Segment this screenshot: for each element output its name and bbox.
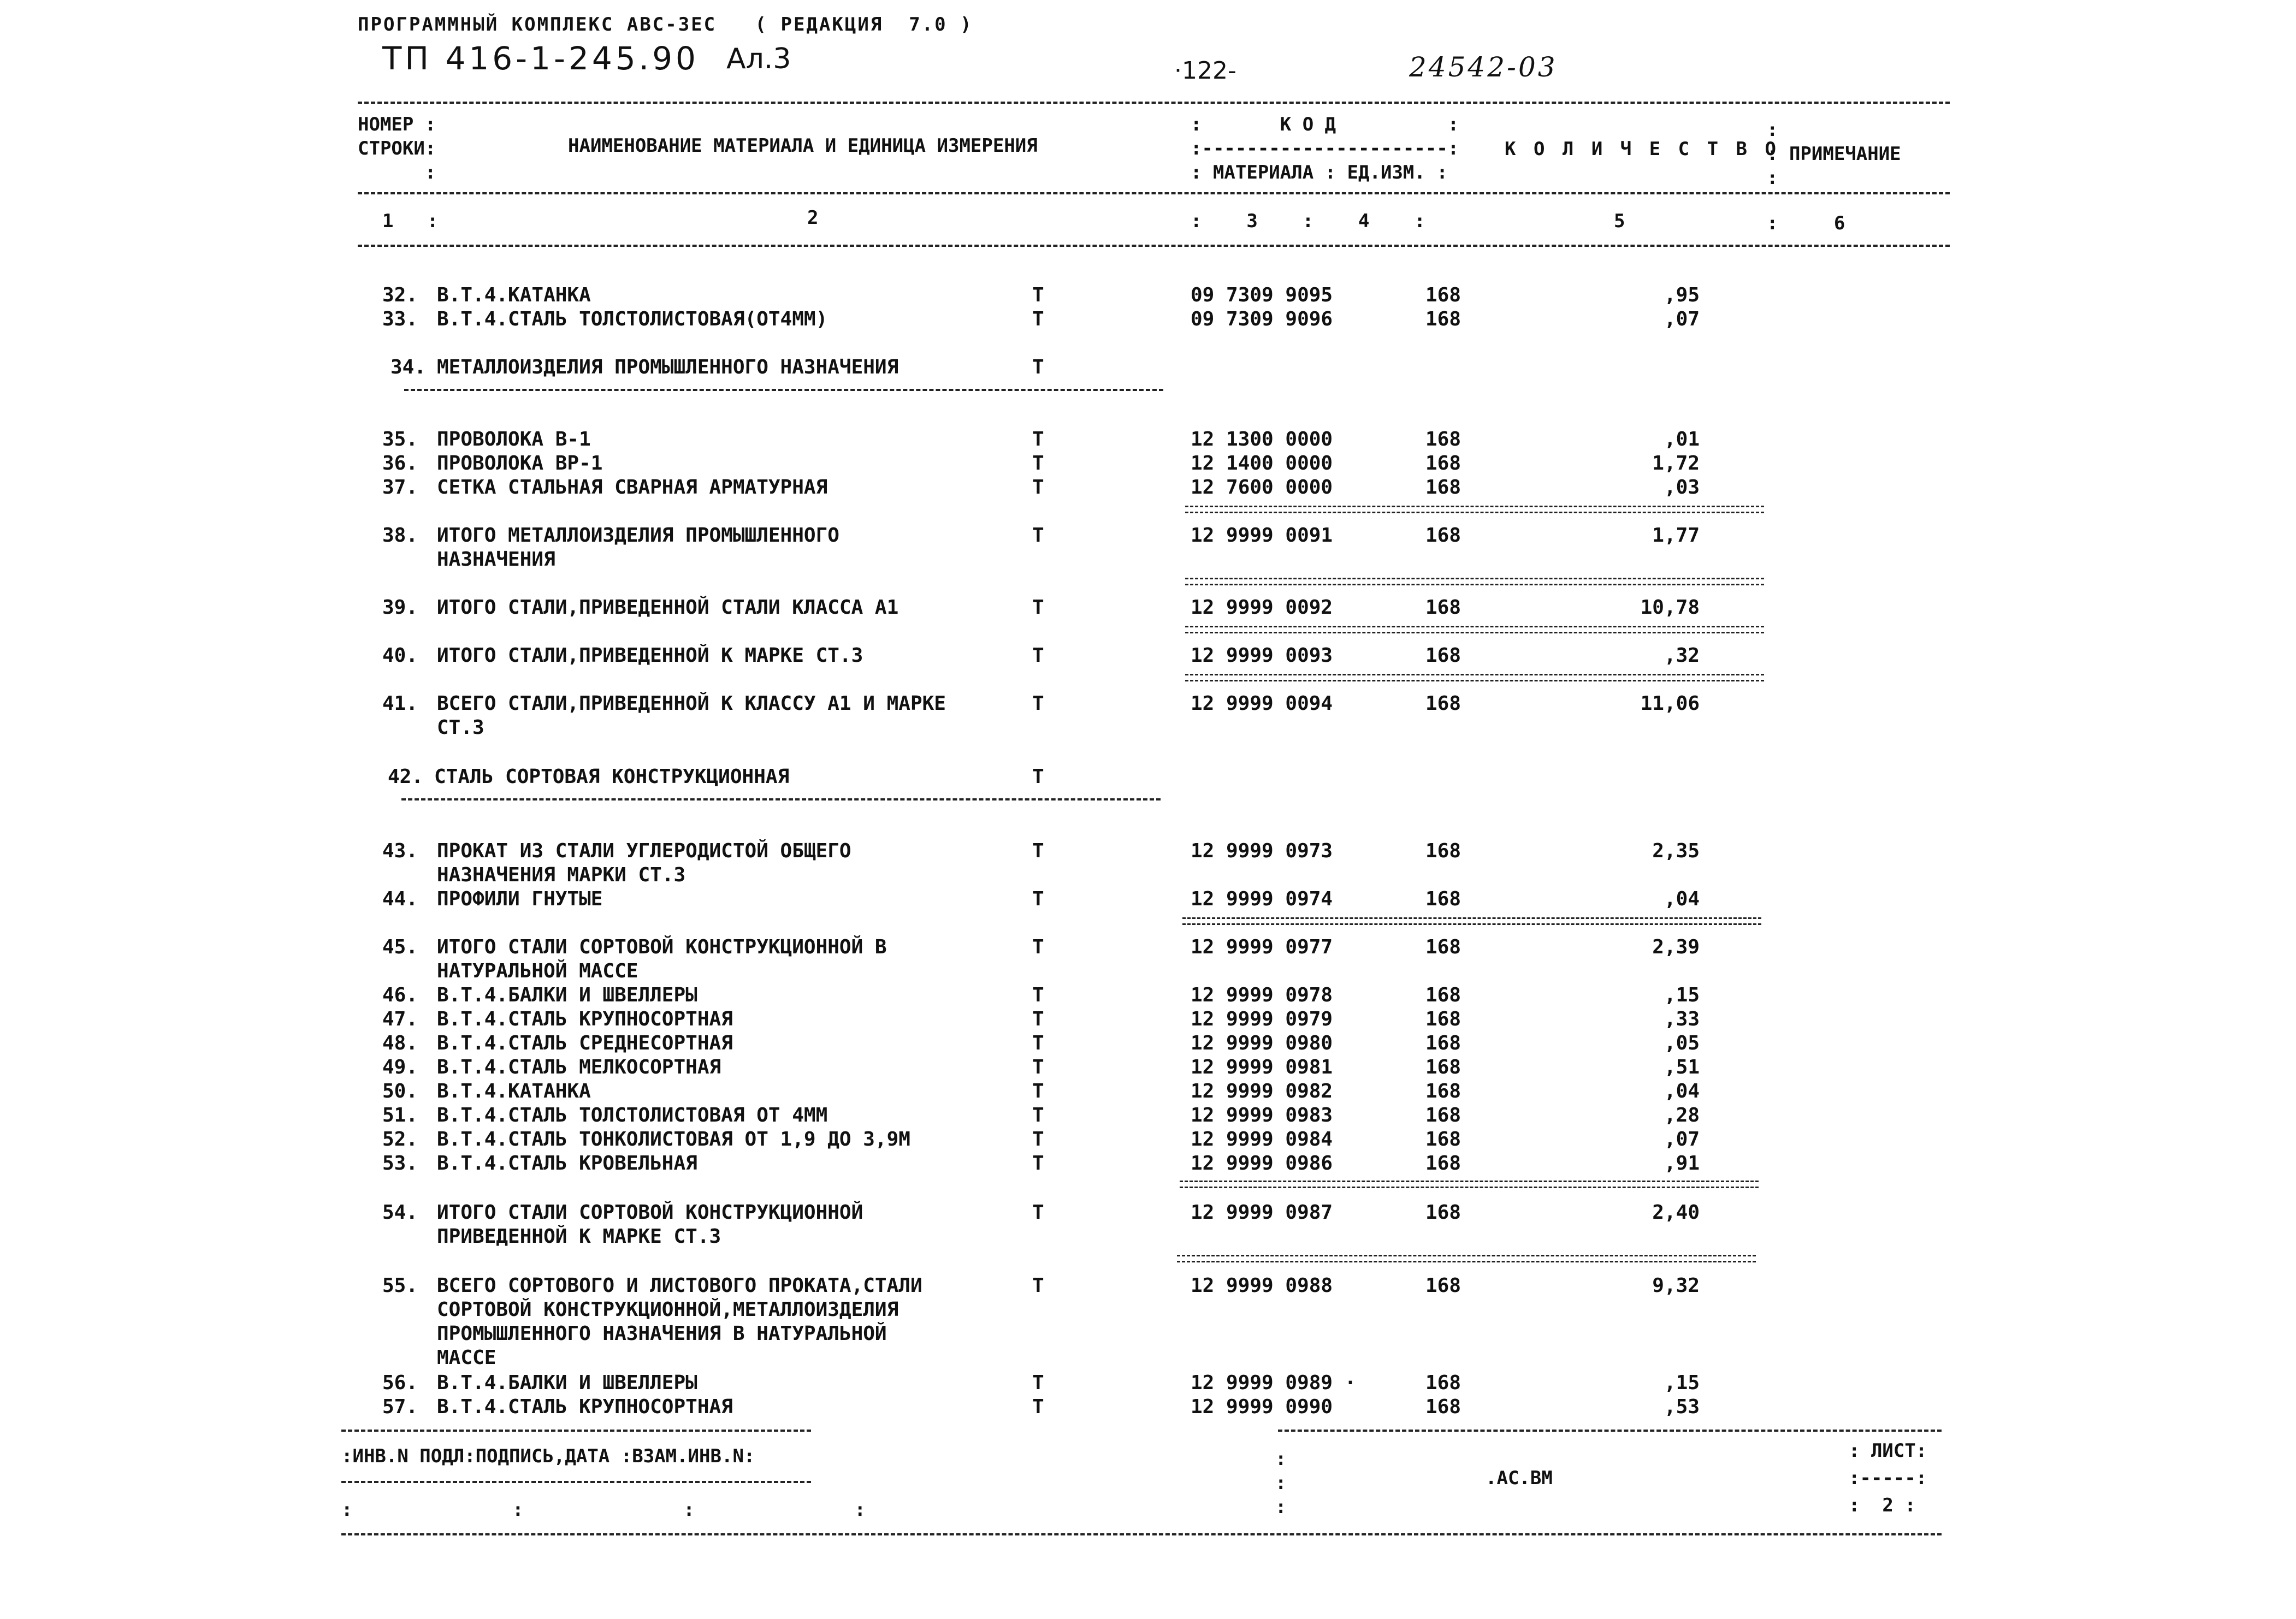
row-unit-code: 168 (1425, 1104, 1461, 1126)
row-quantity: 11,06 (1640, 692, 1700, 715)
row-name-continuation: ПРИВЕДЕННОЙ К МАРКЕ СТ.3 (437, 1225, 721, 1248)
table-row (0, 1080, 2296, 1104)
row-quantity: ,15 (1664, 1372, 1700, 1394)
row-name: В.Т.4.СТАЛЬ ТОНКОЛИСТОВАЯ ОТ 1,9 ДО 3,9М (437, 1128, 910, 1151)
column-number-3-4: : 3 : 4 : (1191, 210, 1425, 232)
row-name: ПРОВОЛОКА В-1 (437, 428, 591, 450)
row-unit: Т (1032, 1128, 1044, 1151)
row-code: 12 9999 0982 (1191, 1080, 1333, 1102)
column-number-6: : 6 (1767, 212, 1845, 234)
row-unit-code: 168 (1425, 452, 1461, 475)
row-number: 49. (382, 1056, 418, 1078)
row-number: 34. (390, 356, 427, 378)
table-row (0, 1056, 2296, 1080)
row-code: 12 1300 0000 (1191, 428, 1333, 450)
sheet-number: : 2 : (1849, 1495, 1916, 1516)
row-quantity: ,33 (1664, 1008, 1700, 1030)
column-name-header: НАИМЕНОВАНИЕ МАТЕРИАЛА И ЕДИНИЦА ИЗМЕРЕНИЯ (568, 135, 1038, 157)
section-heading-row (0, 766, 2296, 790)
row-unit: Т (1032, 1032, 1044, 1054)
row-quantity: 10,78 (1640, 596, 1700, 619)
row-code: 12 9999 0978 (1191, 984, 1333, 1006)
row-unit: Т (1032, 644, 1044, 667)
row-quantity: ,04 (1664, 1080, 1700, 1102)
row-unit: Т (1032, 692, 1044, 715)
table-row (0, 1032, 2296, 1056)
row-quantity: ,95 (1664, 284, 1700, 306)
table-top-rule (358, 102, 1950, 104)
subtotal-rule (1185, 506, 1764, 513)
row-name-continuation: НАЗНАЧЕНИЯ (437, 548, 555, 571)
row-number: 33. (382, 308, 418, 330)
row-number: 35. (382, 428, 418, 450)
total-row (0, 1274, 2296, 1298)
row-unit-code: 168 (1425, 1080, 1461, 1102)
subtotal-row (0, 644, 2296, 668)
row-code: 12 9999 0987 (1191, 1201, 1333, 1224)
row-unit-code: 168 (1425, 840, 1461, 862)
row-name: СТАЛЬ СОРТОВАЯ КОНСТРУКЦИОННАЯ (434, 766, 790, 788)
row-unit-code: 168 (1425, 692, 1461, 715)
row-unit-code: 168 (1425, 1128, 1461, 1151)
row-name: ИТОГО СТАЛИ СОРТОВОЙ КОНСТРУКЦИОННОЙ В (437, 936, 887, 958)
row-code: 12 9999 0979 (1191, 1008, 1333, 1030)
album-number: Ал.3 (726, 43, 791, 75)
table-row (0, 1128, 2296, 1152)
row-quantity: ,53 (1664, 1396, 1700, 1418)
row-code: 12 9999 0094 (1191, 692, 1333, 715)
row-quantity: 1,77 (1652, 524, 1700, 547)
row-number: 52. (382, 1128, 418, 1151)
stamp-cells: : : : : (341, 1499, 870, 1521)
subtotal-rule (1185, 674, 1764, 681)
row-code: 12 9999 0981 (1191, 1056, 1333, 1078)
table-row (0, 308, 2296, 332)
row-unit: Т (1032, 1080, 1044, 1102)
row-unit: Т (1032, 1152, 1044, 1175)
column-row-number: НОМЕР : СТРОКИ: : (358, 114, 436, 183)
subtotal-rule (1180, 1181, 1759, 1188)
row-code: 12 9999 0983 (1191, 1104, 1333, 1126)
row-unit: Т (1032, 766, 1044, 788)
row-number: 45. (382, 936, 418, 958)
row-number: 51. (382, 1104, 418, 1126)
row-name: В.Т.4.СТАЛЬ КРУПНОСОРТНАЯ (437, 1396, 733, 1418)
row-name: ПРОКАТ ИЗ СТАЛИ УГЛЕРОДИСТОЙ ОБЩЕГО (437, 840, 851, 862)
table-row (0, 1008, 2296, 1032)
row-unit: Т (1032, 356, 1044, 378)
row-unit-code: 168 (1425, 308, 1461, 330)
subtotal-rule (1182, 917, 1761, 925)
title-block-colons: : : : (1275, 1448, 1287, 1518)
subtotal-row (0, 1201, 2296, 1225)
row-quantity: ,15 (1664, 984, 1700, 1006)
row-unit-code: 168 (1425, 1396, 1461, 1418)
row-unit-code: 168 (1425, 596, 1461, 619)
row-code: 12 9999 0980 (1191, 1032, 1333, 1054)
row-number: 50. (382, 1080, 418, 1102)
row-unit-code: 168 (1425, 1008, 1461, 1030)
row-unit: Т (1032, 476, 1044, 499)
row-name-continuation: ПРОМЫШЛЕННОГО НАЗНАЧЕНИЯ В НАТУРАЛЬНОЙ (437, 1323, 887, 1345)
subtotal-rule (1177, 1255, 1756, 1262)
row-quantity: ,04 (1664, 888, 1700, 910)
column-code-header: : К О Д : :----------------------: : МАТЕРИАЛА : ЕД.ИЗМ. : (1191, 114, 1459, 183)
row-unit: Т (1032, 936, 1044, 958)
row-unit-code: 168 (1425, 428, 1461, 450)
row-code: 09 7309 9095 (1191, 284, 1333, 306)
row-unit-code: 168 (1425, 936, 1461, 958)
row-name: В.Т.4.СТАЛЬ МЕЛКОСОРТНАЯ (437, 1056, 721, 1078)
table-row (0, 1396, 2296, 1420)
row-name: В.Т.4.СТАЛЬ КРОВЕЛЬНАЯ (437, 1152, 697, 1175)
row-name: В.Т.4.КАТАНКА (437, 284, 591, 306)
section-heading-row (0, 356, 2296, 380)
row-code: 12 1400 0000 (1191, 452, 1333, 475)
row-name: ИТОГО СТАЛИ СОРТОВОЙ КОНСТРУКЦИОННОЙ (437, 1201, 863, 1224)
row-unit-code: 168 (1425, 644, 1461, 667)
row-code: 12 9999 0988 (1191, 1274, 1333, 1297)
table-row (0, 1372, 2296, 1396)
footer-left-top-rule (341, 1430, 811, 1432)
row-name: ИТОГО СТАЛИ,ПРИВЕДЕННОЙ СТАЛИ КЛАССА А1 (437, 596, 899, 619)
row-number: 57. (382, 1396, 418, 1418)
row-quantity: 2,39 (1652, 936, 1700, 958)
page-number: ·122- (1174, 57, 1236, 85)
section-underline (401, 798, 1161, 800)
row-quantity: 2,40 (1652, 1201, 1700, 1224)
row-name: В.Т.4.СТАЛЬ СРЕДНЕСОРТНАЯ (437, 1032, 733, 1054)
row-unit: Т (1032, 888, 1044, 910)
row-code: 12 9999 0984 (1191, 1128, 1333, 1151)
row-code: 12 9999 0986 (1191, 1152, 1333, 1175)
row-number: 32. (382, 284, 418, 306)
row-unit-code: 168 (1425, 524, 1461, 547)
column-number-2: 2 (807, 207, 819, 229)
row-quantity: ,05 (1664, 1032, 1700, 1054)
row-quantity: 1,72 (1652, 452, 1700, 475)
subtotal-row (0, 936, 2296, 960)
document-code: 24542-03 (1409, 51, 1558, 83)
row-unit: Т (1032, 596, 1044, 619)
table-row (0, 452, 2296, 476)
section-underline (404, 389, 1163, 391)
row-unit: Т (1032, 428, 1044, 450)
row-name-continuation: СТ.3 (437, 716, 484, 739)
row-number: 56. (382, 1372, 418, 1394)
table-row (0, 428, 2296, 452)
row-name: В.Т.4.КАТАНКА (437, 1080, 591, 1102)
row-quantity: ,32 (1664, 644, 1700, 667)
row-unit: Т (1032, 840, 1044, 862)
row-number: 36. (382, 452, 418, 475)
row-unit: Т (1032, 1104, 1044, 1126)
row-unit: Т (1032, 984, 1044, 1006)
sheet-label: : ЛИСТ: (1849, 1440, 1927, 1462)
subtotal-rule (1185, 626, 1764, 633)
row-code: 12 7600 0000 (1191, 476, 1333, 499)
row-number: 37. (382, 476, 418, 499)
column-number-1: 1 : (382, 210, 439, 232)
row-name-continuation: СОРТОВОЙ КОНСТРУКЦИОННОЙ,МЕТАЛЛОИЗДЕЛИЯ (437, 1298, 899, 1321)
footer-bottom-rule (341, 1533, 1942, 1535)
row-unit-code: 168 (1425, 1152, 1461, 1175)
total-row (0, 692, 2296, 716)
row-number: 41. (382, 692, 418, 715)
table-row (0, 888, 2296, 912)
column-note-header: : : ПРИМЕЧАНИЕ : (1767, 119, 1901, 189)
row-number: 38. (382, 524, 418, 547)
table-row (0, 1104, 2296, 1128)
subtotal-row (0, 596, 2296, 620)
row-unit-code: 168 (1425, 1056, 1461, 1078)
stamp-mid-rule (341, 1481, 811, 1483)
document-mark: .АС.ВМ (1486, 1467, 1553, 1489)
row-name-continuation: НАТУРАЛЬНОЙ МАССЕ (437, 960, 638, 982)
row-name: МЕТАЛЛОИЗДЕЛИЯ ПРОМЫШЛЕННОГО НАЗНАЧЕНИЯ (437, 356, 899, 378)
row-unit-code: 168 (1425, 1032, 1461, 1054)
row-code: 12 9999 0989 · (1191, 1372, 1357, 1394)
program-header: ПРОГРАММНЫЙ КОМПЛЕКС АВС-ЗЕС ( РЕДАКЦИЯ 7.0 ) (358, 14, 973, 35)
row-number: 40. (382, 644, 418, 667)
row-code: 09 7309 9096 (1191, 308, 1333, 330)
row-name: ВСЕГО СОРТОВОГО И ЛИСТОВОГО ПРОКАТА,СТАЛИ (437, 1274, 922, 1297)
row-name-continuation: НАЗНАЧЕНИЯ МАРКИ СТ.3 (437, 864, 686, 886)
row-unit-code: 168 (1425, 1274, 1461, 1297)
row-code: 12 9999 0973 (1191, 840, 1333, 862)
row-name: В.Т.4.БАЛКИ И ШВЕЛЛЕРЫ (437, 1372, 697, 1394)
row-name: ПРОВОЛОКА ВР-1 (437, 452, 603, 475)
stamp-labels: :ИНВ.N ПОДЛ:ПОДПИСЬ,ДАТА :ВЗАМ.ИНВ.N: (341, 1445, 755, 1467)
row-number: 42. (388, 766, 424, 788)
row-name: В.Т.4.СТАЛЬ КРУПНОСОРТНАЯ (437, 1008, 733, 1030)
row-number: 54. (382, 1201, 418, 1224)
row-unit: Т (1032, 1008, 1044, 1030)
row-unit: Т (1032, 1396, 1044, 1418)
row-quantity: ,07 (1664, 308, 1700, 330)
column-number-5: 5 (1614, 210, 1625, 232)
row-code: 12 9999 0990 (1191, 1396, 1333, 1418)
row-quantity: 2,35 (1652, 840, 1700, 862)
row-unit: Т (1032, 308, 1044, 330)
project-designation: ТП 416-1-245.90 (382, 40, 699, 77)
row-number: 44. (382, 888, 418, 910)
row-unit: Т (1032, 524, 1044, 547)
row-unit-code: 168 (1425, 284, 1461, 306)
row-number: 48. (382, 1032, 418, 1054)
row-name: В.Т.4.СТАЛЬ ТОЛСТОЛИСТОВАЯ ОТ 4ММ (437, 1104, 828, 1126)
row-quantity: ,07 (1664, 1128, 1700, 1151)
row-name-continuation: МАССЕ (437, 1347, 496, 1369)
row-number: 39. (382, 596, 418, 619)
column-quantity-header: К О Л И Ч Е С Т В О (1505, 138, 1779, 160)
row-unit: Т (1032, 452, 1044, 475)
row-number: 46. (382, 984, 418, 1006)
row-name: ВСЕГО СТАЛИ,ПРИВЕДЕННОЙ К КЛАССУ А1 И МАРКЕ (437, 692, 946, 715)
row-name: СЕТКА СТАЛЬНАЯ СВАРНАЯ АРМАТУРНАЯ (437, 476, 828, 499)
row-code: 12 9999 0977 (1191, 936, 1333, 958)
row-number: 53. (382, 1152, 418, 1175)
row-name: В.Т.4.СТАЛЬ ТОЛСТОЛИСТОВАЯ(ОТ4ММ) (437, 308, 828, 330)
row-unit-code: 168 (1425, 984, 1461, 1006)
row-unit: Т (1032, 284, 1044, 306)
row-code: 12 9999 0974 (1191, 888, 1333, 910)
table-row (0, 1152, 2296, 1176)
row-quantity: ,51 (1664, 1056, 1700, 1078)
row-unit-code: 168 (1425, 1372, 1461, 1394)
row-name: В.Т.4.БАЛКИ И ШВЕЛЛЕРЫ (437, 984, 697, 1006)
row-quantity: ,28 (1664, 1104, 1700, 1126)
row-unit: Т (1032, 1372, 1044, 1394)
row-quantity: ,01 (1664, 428, 1700, 450)
row-unit-code: 168 (1425, 476, 1461, 499)
table-row (0, 840, 2296, 864)
row-unit: Т (1032, 1274, 1044, 1297)
row-quantity: ,91 (1664, 1152, 1700, 1175)
header-bottom-rule (358, 245, 1950, 247)
row-name: ИТОГО МЕТАЛЛОИЗДЕЛИЯ ПРОМЫШЛЕННОГО (437, 524, 839, 547)
row-quantity: 9,32 (1652, 1274, 1700, 1297)
row-number: 55. (382, 1274, 418, 1297)
row-code: 12 9999 0091 (1191, 524, 1333, 547)
row-code: 12 9999 0093 (1191, 644, 1333, 667)
footer-right-top-rule (1278, 1430, 1942, 1432)
table-row (0, 284, 2296, 308)
row-unit-code: 168 (1425, 1201, 1461, 1224)
subtotal-row (0, 524, 2296, 548)
subtotal-rule (1185, 578, 1764, 585)
row-name: ИТОГО СТАЛИ,ПРИВЕДЕННОЙ К МАРКЕ СТ.3 (437, 644, 863, 667)
row-number: 43. (382, 840, 418, 862)
row-name: ПРОФИЛИ ГНУТЫЕ (437, 888, 603, 910)
row-code: 12 9999 0092 (1191, 596, 1333, 619)
row-quantity: ,03 (1664, 476, 1700, 499)
row-unit: Т (1032, 1201, 1044, 1224)
table-row (0, 984, 2296, 1008)
header-mid-rule (358, 192, 1950, 194)
table-row (0, 476, 2296, 500)
row-unit: Т (1032, 1056, 1044, 1078)
row-unit-code: 168 (1425, 888, 1461, 910)
sheet-separator: :-----: (1849, 1467, 1927, 1489)
row-number: 47. (382, 1008, 418, 1030)
